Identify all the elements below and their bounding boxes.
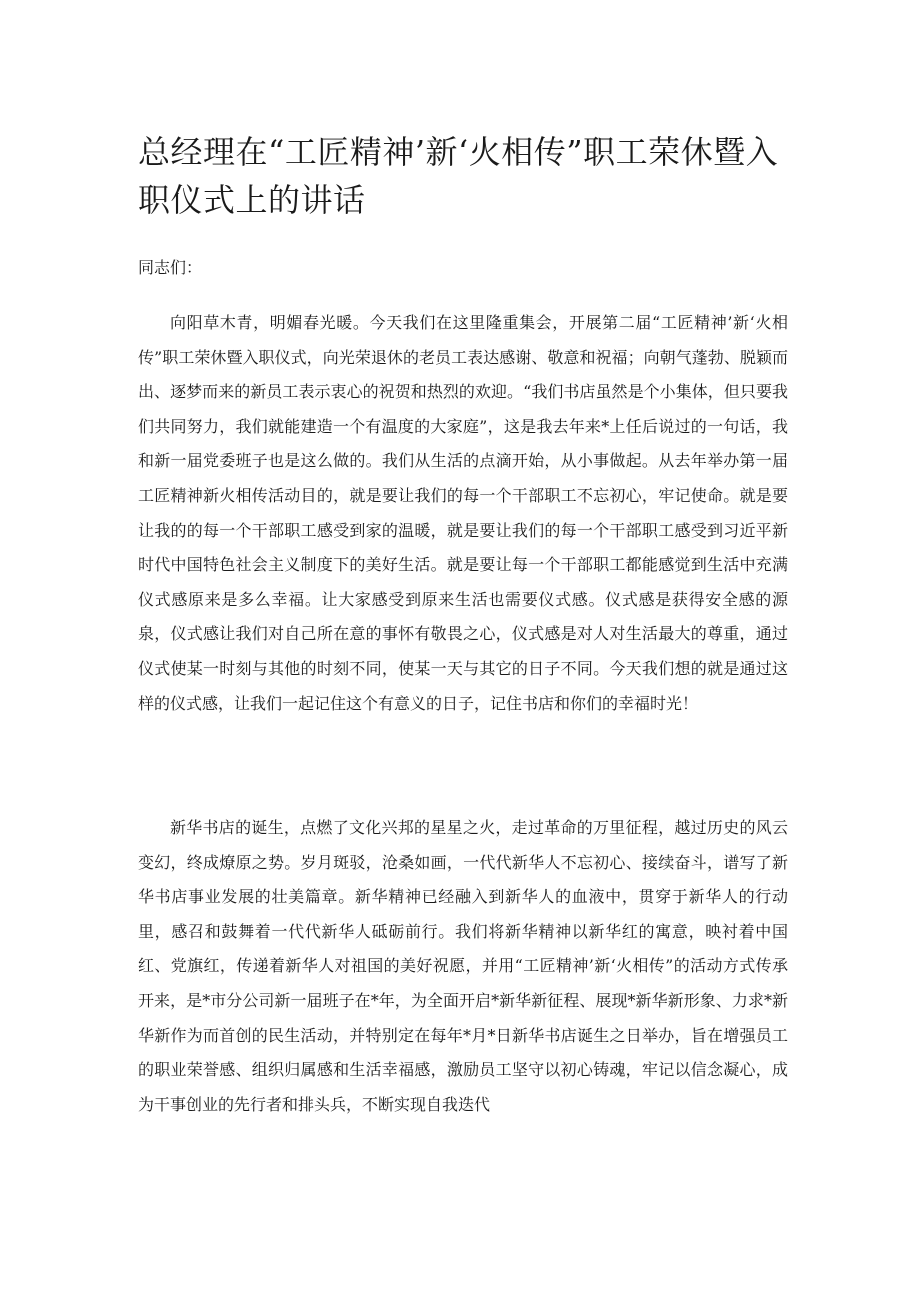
paragraph-2: 新华书店的诞生，点燃了文化兴邦的星星之火，走过革命的万里征程，越过历史的风云变幻，终成燎原之势。岁月斑驳，沧桑如画，一代代新华人不忘初心、接续奋斗，谱写了新华书店事业发展的壮美篇章。新华精神已经融入到新华人的血液中，贯穿于新华人的行动里，感召和鼓舞着一代代新华人砥砺前行。我们将新华精神以新华红的寓意，映衬着中国红、党旗红，传递着新华人对祖国的美好祝愿，并用“工匠精神’新‘火相传”的活动方式传承开来，是*市分公司新一届班子在*年，为全面开启*新华新征程、展现*新华新形象、力求*新华新作为而首创的民生活动，并特别定在每年*月*日新华书店诞生之日举办，旨在增强员工的职业荣誉感、组织归属感和生活幸福感，激励员工坚守以初心铸魂，牢记以信念凝心，成为干事创业的先行者和排头兵，不断实现自我迭代 (138, 818, 788, 1114)
paragraph-1: 向阳草木青，明媚春光暖。今天我们在这里隆重集会，开展第二届“工匠精神’新‘火相传”职工荣休暨入职仪式，向光荣退休的老员工表达感谢、敬意和祝福；向朝气蓬勃、脱颖而出、逐梦而来的新员工表示衷心的祝贺和热烈的欢迎。“我们书店虽然是个小集体，但只要我们共同努力，我们就能建造一个有温度的大家庭”，这是我去年来*上任后说过的一句话，我和新一届党委班子也是这么做的。我们从生活的点滴开始，从小事做起。从去年举办第一届工匠精神新火相传活动目的，就是要让我们的每一个干部职工不忘初心，牢记使命。就是要让我的的每一个干部职工感受到家的温暖，就是要让我们的每一个干部职工感受到习近平新时代中国特色社会主义制度下的美好生活。就是要让每一个干部职工都能感觉到生活中充满仪式感原来是多么幸福。让大家感受到原来生活也需要仪式感。仪式感是获得安全感的源泉，仪式感让我们对自己所在意的事怀有敬畏之心，仪式感是对人对生活最大的尊重，通过仪式使某一时刻与其他的时刻不同，使某一天与其它的日子不同。今天我们想的就是通过这样的仪式感，让我们一起记住这个有意义的日子，记住书店和你们的幸福时光！ (138, 313, 788, 713)
document-title: 总经理在“工匠精神’新‘火相传”职工荣休暨入职仪式上的讲话 (138, 133, 779, 219)
salutation: 同志们： (138, 258, 203, 277)
